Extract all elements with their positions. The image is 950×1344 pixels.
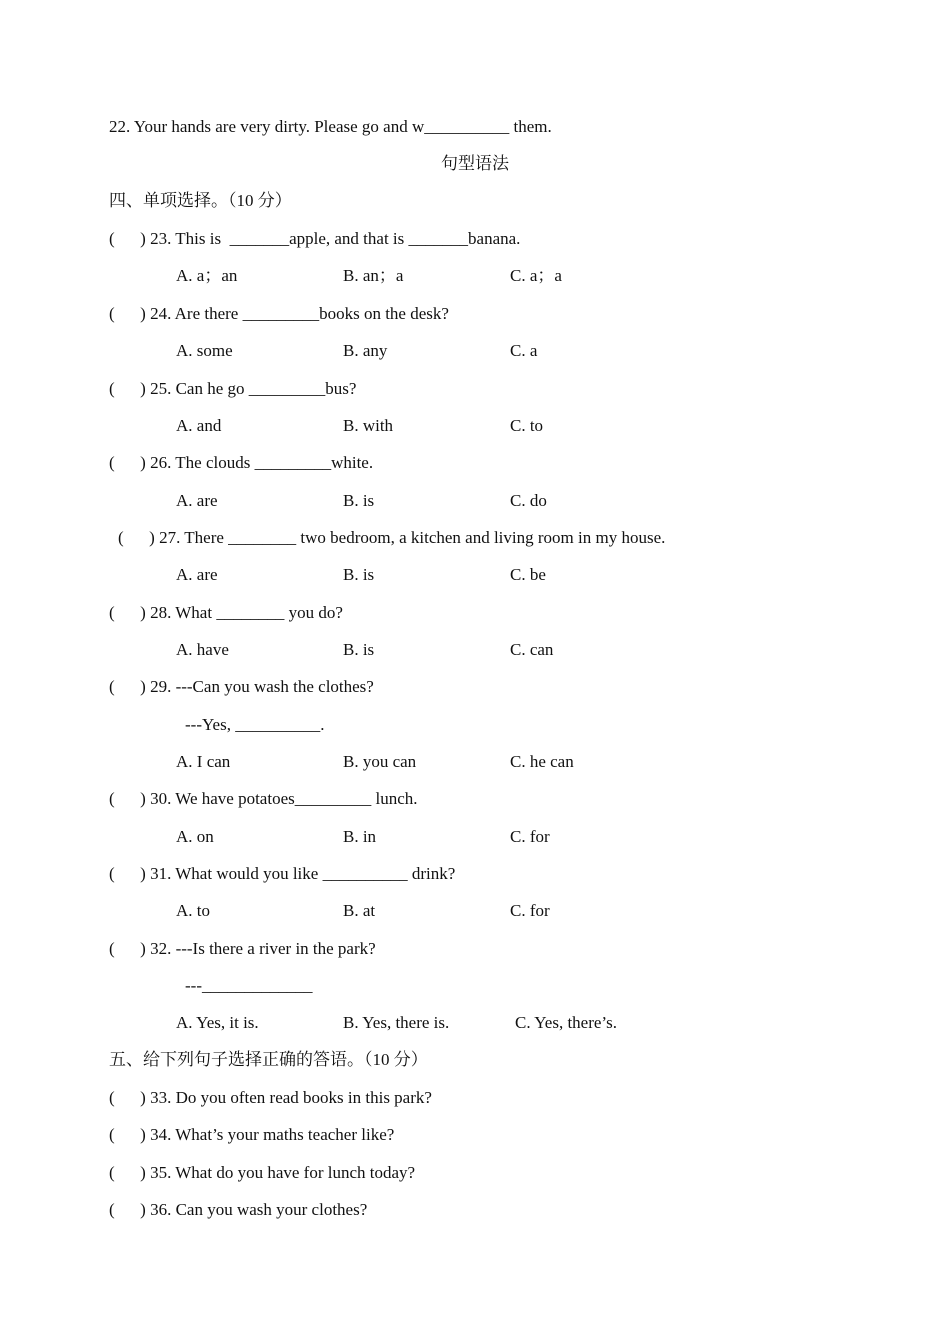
option-31-c: C. for	[510, 901, 550, 920]
question-36: ( ) 36. Can you wash your clothes?	[109, 1200, 368, 1219]
question-29: ( ) 29. ---Can you wash the clothes?	[109, 677, 374, 696]
part4-title: 四、单项选择。（10 分）	[109, 191, 292, 210]
option-25-c: C. to	[510, 416, 544, 435]
option-27-c: C. be	[510, 565, 546, 584]
question-29-answer-line: ---Yes, __________.	[185, 715, 325, 734]
question-28: ( ) 28. What ________ you do?	[109, 603, 343, 622]
option-23-c: C. a；a	[510, 266, 562, 285]
option-28-b: B. is	[343, 640, 375, 659]
option-26-c: C. do	[510, 491, 547, 510]
question-25: ( ) 25. Can he go _________bus?	[109, 379, 357, 398]
option-31-b: B. at	[343, 901, 376, 920]
option-28-a: A. have	[176, 640, 229, 659]
option-26-b: B. is	[343, 491, 375, 510]
question-22: 22. Your hands are very dirty. Please go and w__________ them.	[109, 117, 552, 136]
option-30-b: B. in	[343, 827, 377, 846]
question-24: ( ) 24. Are there _________books on the desk?	[109, 304, 449, 323]
option-25-a: A. and	[176, 416, 222, 435]
question-26: ( ) 26. The clouds _________white.	[109, 453, 374, 472]
option-24-a: A. some	[176, 341, 233, 360]
option-24-c: C. a	[510, 341, 538, 360]
option-31-a: A. to	[176, 901, 210, 920]
question-34: ( ) 34. What’s your maths teacher like?	[109, 1125, 395, 1144]
option-28-c: C. can	[510, 640, 554, 659]
option-27-a: A. are	[176, 565, 218, 584]
part5-title: 五、给下列句子选择正确的答语。（10 分）	[109, 1050, 428, 1069]
question-35: ( ) 35. What do you have for lunch today?	[109, 1163, 416, 1182]
question-30: ( ) 30. We have potatoes_________ lunch.	[109, 789, 418, 808]
option-29-b: B. you can	[343, 752, 417, 771]
option-26-a: A. are	[176, 491, 218, 510]
option-32-a: A. Yes, it is.	[176, 1013, 259, 1032]
option-29-c: C. he can	[510, 752, 574, 771]
question-31: ( ) 31. What would you like __________ drink?	[109, 864, 456, 883]
section-heading: 句型语法	[441, 154, 509, 173]
option-23-b: B. an；a	[343, 266, 404, 285]
option-27-b: B. is	[343, 565, 375, 584]
option-23-a: A. a；an	[176, 266, 238, 285]
option-32-b: B. Yes, there is.	[343, 1013, 450, 1032]
option-25-b: B. with	[343, 416, 394, 435]
option-32-c: C. Yes, there’s.	[515, 1013, 618, 1032]
option-30-c: C. for	[510, 827, 550, 846]
question-23: ( ) 23. This is _______apple, and that is _______banana.	[109, 229, 521, 248]
option-29-a: A. I can	[176, 752, 231, 771]
option-24-b: B. any	[343, 341, 388, 360]
question-32-answer-line: ---_____________	[185, 976, 313, 995]
question-27: ( ) 27. There ________ two bedroom, a kitchen and living room in my house.	[118, 528, 666, 547]
option-30-a: A. on	[176, 827, 214, 846]
question-33: ( ) 33. Do you often read books in this park?	[109, 1088, 432, 1107]
question-32: ( ) 32. ---Is there a river in the park?	[109, 939, 376, 958]
